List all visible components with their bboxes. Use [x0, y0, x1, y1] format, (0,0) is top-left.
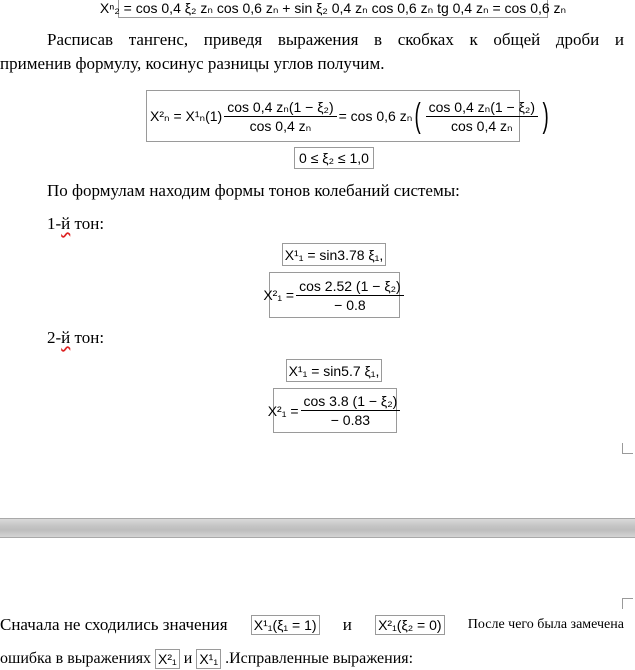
paragraph-tone-forms: По формулам находим формы тонов колебаний системы: [47, 181, 460, 200]
tone-2-label-word: й [61, 328, 71, 347]
page-margin-corner-top [622, 598, 633, 609]
inline-equation-x2[interactable]: X²₁ [155, 649, 180, 669]
equation-tone-1-x2-fraction [296, 278, 404, 313]
inline-equation-x1-1[interactable]: X¹₁(ξ₁ = 1) [251, 615, 320, 635]
paragraph-tangent [0, 28, 624, 76]
equation-tone-2-x2[interactable] [267, 388, 398, 433]
paragraph-error-line2-text2: .Исправленные выражения: [225, 650, 414, 667]
equation-tone-2-x1[interactable] [286, 359, 382, 382]
tone-2-fraction-numerator: cos 3.8 (1 − ξ₂) [301, 393, 401, 411]
paragraph-error-text1: Сначала не сходились значения [0, 615, 228, 634]
tone-1-fraction-numerator: cos 2.52 (1 − ξ₂) [296, 278, 404, 296]
right-paren: ) [542, 97, 549, 135]
tone-1-label [47, 213, 104, 235]
equation-tone-1-x2[interactable] [263, 272, 401, 318]
tone-1-label-prefix: 1- [47, 214, 62, 233]
equation-range-text: 0 ≤ ξ₂ ≤ 1,0 [299, 150, 369, 166]
tone-1-label-suffix: тон: [70, 214, 105, 233]
equation-top-text: Xⁿ₂ = cos 0,4 ξ₂ zₙ cos 0,6 zₙ + sin ξ₂ 0,4 zₙ cos 0,6 zₙ tg 0,4 zₙ = cos 0,6 zₙ [99, 0, 567, 16]
equation-tone-2-x2-fraction [301, 393, 401, 428]
tone-2-label-prefix: 2- [47, 328, 62, 347]
left-paren: ( [414, 97, 422, 135]
fraction-1-numerator: cos 0,4 zₙ(1 − ξ₂) [224, 99, 336, 117]
tone-1-label-word: й [61, 214, 71, 233]
paragraph-tangent-line2: применив формулу, косинус разницы углов получим. [0, 54, 385, 73]
paragraph-error-line1 [0, 614, 624, 636]
inline-equation-x2-0[interactable]: X²₁(ξ₂ = 0) [375, 615, 445, 635]
equation-range[interactable] [294, 147, 374, 169]
page-margin-corner-bottom [622, 443, 633, 454]
fraction-2-numerator: cos 0,4 zₙ(1 − ξ₂) [426, 99, 538, 117]
document-page-2 [0, 538, 635, 668]
equation-main-mid: = cos 0,6 zₙ [338, 108, 413, 124]
equation-tone-1-x2-lhs: X²₁ = [263, 287, 295, 303]
equation-main-fraction-1 [224, 99, 336, 134]
equation-tone-1-x1-text: X¹₁ = sin3.78 ξ₁, [284, 246, 384, 263]
paragraph-error-line2-text1: ошибка в выражениях [0, 650, 152, 667]
equation-tone-1-x1[interactable] [282, 243, 386, 266]
paragraph-tangent-line1: Расписав тангенс, приведя выражения в скобках к общей дроби и [47, 30, 624, 49]
equation-top[interactable] [99, 0, 567, 18]
page-separator [0, 518, 635, 538]
equation-tone-2-x1-text: X¹₁ = sin5.7 ξ₁, [288, 362, 380, 379]
equation-main[interactable] [146, 90, 549, 142]
equation-main-lhs: X²ₙ = X¹ₙ(1) [150, 108, 223, 124]
equation-tone-2-x2-lhs: X²₁ = [267, 402, 299, 419]
paragraph-error-text2: После чего была замечена [467, 617, 624, 632]
paragraph-error-and: и [342, 615, 352, 634]
fraction-1-denominator: cos 0,4 zₙ [249, 117, 312, 134]
inline-equation-x1[interactable]: X¹₁ [196, 649, 221, 669]
tone-2-label [47, 327, 104, 349]
tone-1-fraction-denominator: − 0.8 [334, 296, 366, 313]
tone-2-fraction-denominator: − 0.83 [330, 412, 371, 428]
paragraph-error-and2: и [183, 650, 193, 667]
tone-2-label-suffix: тон: [70, 328, 105, 347]
fraction-2-denominator: cos 0,4 zₙ [450, 117, 513, 134]
paragraph-error-line2 [0, 648, 413, 670]
equation-main-fraction-2 [426, 99, 538, 134]
